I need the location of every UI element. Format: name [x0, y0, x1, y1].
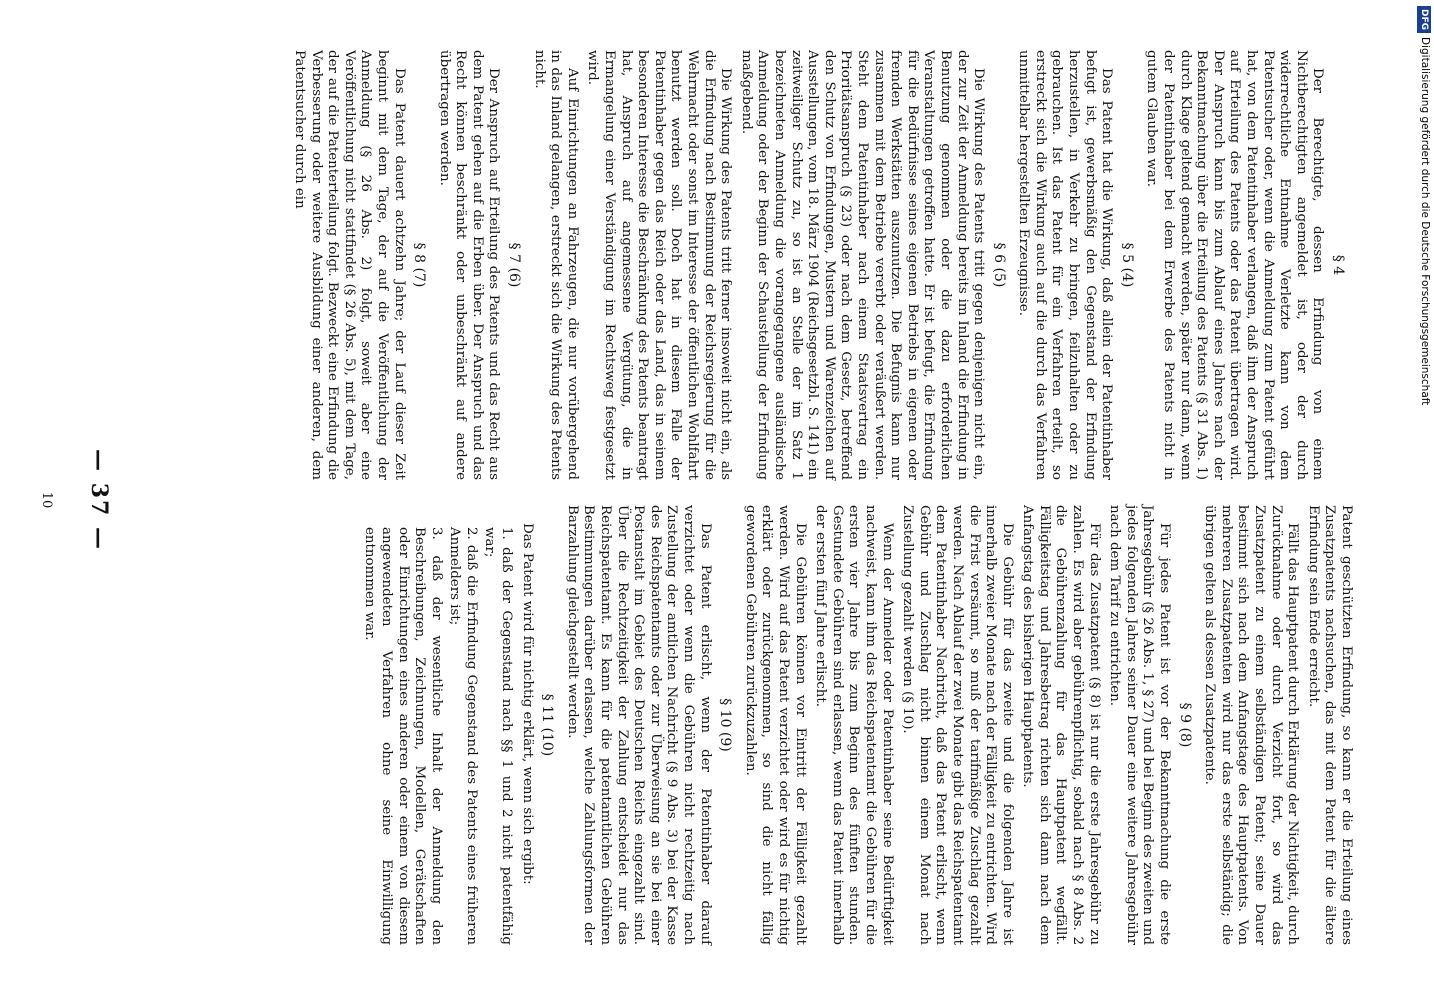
section-9-heading: § 9 (8): [1176, 702, 1193, 748]
dfg-watermark: [1416, 6, 1434, 406]
section-7-heading: § 7 (6): [506, 242, 523, 288]
left-column: [286, 50, 1354, 480]
section-6-text-2: Die Wirkung des Patents tritt ferner insoweit nicht ein, als die Erfindung nach Bestimmung der Reichsregierung für die Wehrmacht oder sonst im Interesse der öffentlichen Wohlfahrt benutzt werden soll. Doch hat in diesem Falle der Patentinhaber gegen das Reich oder das Land, das in seinem besonderen Interesse die Beschränkung des Patents beantragt hat, Anspruch auf angemessene Vergütung, die in Ermangelung einer Verständigung im Rechtsweg festgesetzt wird.: [585, 50, 734, 480]
section-9-text-5: Die Gebühren können vor Eintritt der Fälligkeit gezahlt werden. Wird auf das Patent verzichtet oder wird es für nichtig erklärt oder zurückgenommen, so sind die nicht fällig gewordenen Gebühren zurückzuzahlen.: [742, 505, 808, 945]
right-column: [359, 505, 1354, 945]
section-5-text: Das Patent hat die Wirkung, daß allein der Patentinhaber befugt ist, gewerbsmäßig den Gegenstand der Erfindung herzustellen, in Verkehr zu bringen, feilzuhalten oder zu gebrauchen. Ist das Patent für ein Verfahren erteilt, so erstreckt sich die Wirkung auch auf die durch das Verfahren unmittelbar hergestellten Erzeugnisse.: [1016, 50, 1115, 480]
section-9-text-2: Für das Zusatzpatent (§ 8) ist nur die erste Jahresgebühr zu zahlen. Es wird aber gebührenpflichtig, sobald nach § 8 Abs. 2 die Gebührenzahlung für das Hauptpatent wegfällt. Fälligkeitstag und Jahresbetrag richten sich dann nach dem Anfangstag des bisherigen Hauptpatents.: [1020, 505, 1102, 945]
list-item: 2. daß die Erfindung Gegenstand des Patents eines früheren Anmelders ist;: [447, 527, 479, 945]
section-8-continued-1: Patent geschützten Erfindung, so kann er die Erteilung eines Zusatzpatents nachsuchen, das mit dem Patent für die ältere Erfindung sein Ende erreicht.: [1305, 505, 1354, 945]
section-4-text: Der Berechtigte, dessen Erfindung von einem Nichtberechtigten angemeldet ist, oder der durch widerrechtliche Entnahme Verletzte kann von dem Patentsucher oder, wenn die Anmeldung zum Patent geführt hat, von dem Patentinhaber verlangen, daß ihm der Anspruch auf Erteilung des Patents oder das Patent übertragen wird. Der Anspruch kann bis zum Ablauf eines Jahres nach der Bekanntmachung über die Erteilung des Patents (§ 31 Abs. 1) durch Klage geltend gemacht werden, später nur dann, wenn der Patentinhaber bei dem Erwerbe des Patents nicht in gutem Glauben war.: [1144, 50, 1326, 480]
section-8-text: Das Patent dauert achtzehn Jahre; der Lauf dieser Zeit beginnt mit dem Tage, der auf die Veröffentlichung der Anmeldung (§ 26 Abs. 2) folgt, soweit aber eine Veröffentlichung nicht stattfindet (§ 26 Abs. 5), mit dem Tage, der auf die Patenterteilung folgt. Bezweckt eine Erfindung die Verbesserung oder weitere Ausbildung einer anderen, dem Patentsucher durch ein: [291, 50, 407, 480]
list-item: 3. daß der wesentliche Inhalt der Anmeldung den Beschreibungen, Zeichnungen, Modellen, Gerätschaften oder Einrichtungen eines anderen oder einem von diesem angewendeten Verfahren ohne seine Einwilligung entnommen war.: [362, 527, 444, 945]
section-7-text: Der Anspruch auf Erteilung des Patents und das Recht aus dem Patent gehen auf die Erben über. Der Anspruch und das Recht können beschränkt oder unbeschränkt auf andere übertragen werden.: [436, 50, 502, 480]
section-10-text: Das Patent erlischt, wenn der Patentinhaber darauf verzichtet oder wenn die Gebühren nicht rechtzeitig nach Zustellung der amtlichen Nachricht (§ 9 Abs. 3) bei der Kasse des Reichspatentamts oder zur Überweisung an sie bei einer Postanstalt im Gebiet des Deutschen Reichs eingezahlt sind. Über die Rechtzeitigkeit der Zahlung entscheidet nur das Reichspatentamt. Es kann für die patentamtlichen Gebühren Bestimmungen darüber erlassen, welche Zahlungsformen der Barzahlung gleichgestellt werden.: [564, 505, 713, 945]
section-5-heading: § 5 (4): [1118, 242, 1135, 288]
section-9-text-3: Die Gebühr für das zweite und die folgenden Jahre ist innerhalb zweier Monate nach der Fälligkeit zu entrichten. Wird die Frist versäumt, so muß der tarifmäßige Zuschlag gezahlt werden. Nach Ablauf der zwei Monate gibt das Reichspatentamt dem Patentinhaber Nachricht, daß das Patent erlischt, wenn Gebühr und Zuschlag nicht binnen einem Monat nach Zustellung gezahlt werden (§ 10).: [900, 505, 1015, 945]
section-8-continued-2: Fällt das Hauptpatent durch Erklärung der Nichtigkeit, durch Zurücknahme oder durch Verzicht fort, so wird das Zusatzpatent zu einem selbständigen Patent; seine Dauer bestimmt sich nach dem Anfangstage des Hauptpatents. Von mehreren Zusatzpatenten wird nur das erste selbständig; die übrigen gelten als dessen Zusatzpatente.: [1202, 505, 1301, 945]
section-6-text-3: Auf Einrichtungen an Fahrzeugen, die nur vorübergehend in das Inland gelangen, erstreckt sich die Wirkung des Patents nicht.: [531, 50, 580, 480]
section-9-text-1: Für jedes Patent ist vor der Bekanntmachung die erste Jahresgebühr (§ 26 Abs. 1, § 27) und bei Beginn des zweiten und jedes folgenden Jahres seiner Dauer eine weitere Jahresgebühr nach dem Tarif zu entrichten.: [1107, 505, 1173, 945]
section-6-heading: § 6 (5): [990, 242, 1007, 288]
section-11-text: Das Patent wird für nichtig erklärt, wenn sich ergibt:: [519, 523, 535, 885]
list-item: 1. daß der Gegenstand nach §§ 1 und 2 nicht patentfähig war;: [482, 527, 515, 945]
section-9-text-4: Wenn der Anmelder oder Patentinhaber seine Bedürftigkeit nachweist, kann ihm das Reichspatentamt die Gebühren für die ersten vier Jahre bis zum Beginn des fünften stunden. Gestundete Gebühren sind erlassen, wenn das Patent innerhalb der ersten fünf Jahre erlischt.: [813, 505, 895, 945]
dfg-credit-text: Digitalisierung gefördert durch die Deutsche Forschungsgemeinschaft: [1419, 37, 1431, 406]
section-11-list: [361, 505, 514, 945]
section-8-heading: § 8 (7): [411, 242, 428, 288]
page-number: — 37 —: [86, 449, 112, 551]
footer-page-number: 10: [39, 491, 54, 509]
section-6-text-1: Die Wirkung des Patents tritt gegen denjenigen nicht ein, der zur Zeit der Anmeldung bereits im Inland die Erfindung in Benutzung genommen oder die dazu erforderlichen Veranstaltungen getroffen hatte. Er ist befugt, die Erfindung für die Bedürfnisse seines eigenen Betriebs in eigenen oder fremden Werkstätten auszunutzen. Die Befugnis kann nur zusammen mit dem Betriebe vererbt oder veräußert werden. Steht dem Patentinhaber nach einem Staatsvertrag ein Prioritätsanspruch (§ 23) oder nach dem Gesetz, betreffend den Schutz von Erfindungen, Mustern und Warenzeichen auf Ausstellungen, vom 18. März 1904 (Reichsgesetzbl. S. 141) ein zeitweiliger Schutz zu, so ist an Stelle der im Satz 1 bezeichneten Anmeldung die vorangegangene ausländische Anmeldung oder der Beginn der Schaustellung der Erfindung maßgebend.: [738, 50, 987, 480]
dfg-logo: DFG: [1417, 6, 1431, 33]
section-4-heading: § 4: [1330, 254, 1346, 276]
section-10-heading: § 10 (9): [717, 698, 734, 752]
section-11-heading: § 11 (10): [539, 693, 556, 757]
